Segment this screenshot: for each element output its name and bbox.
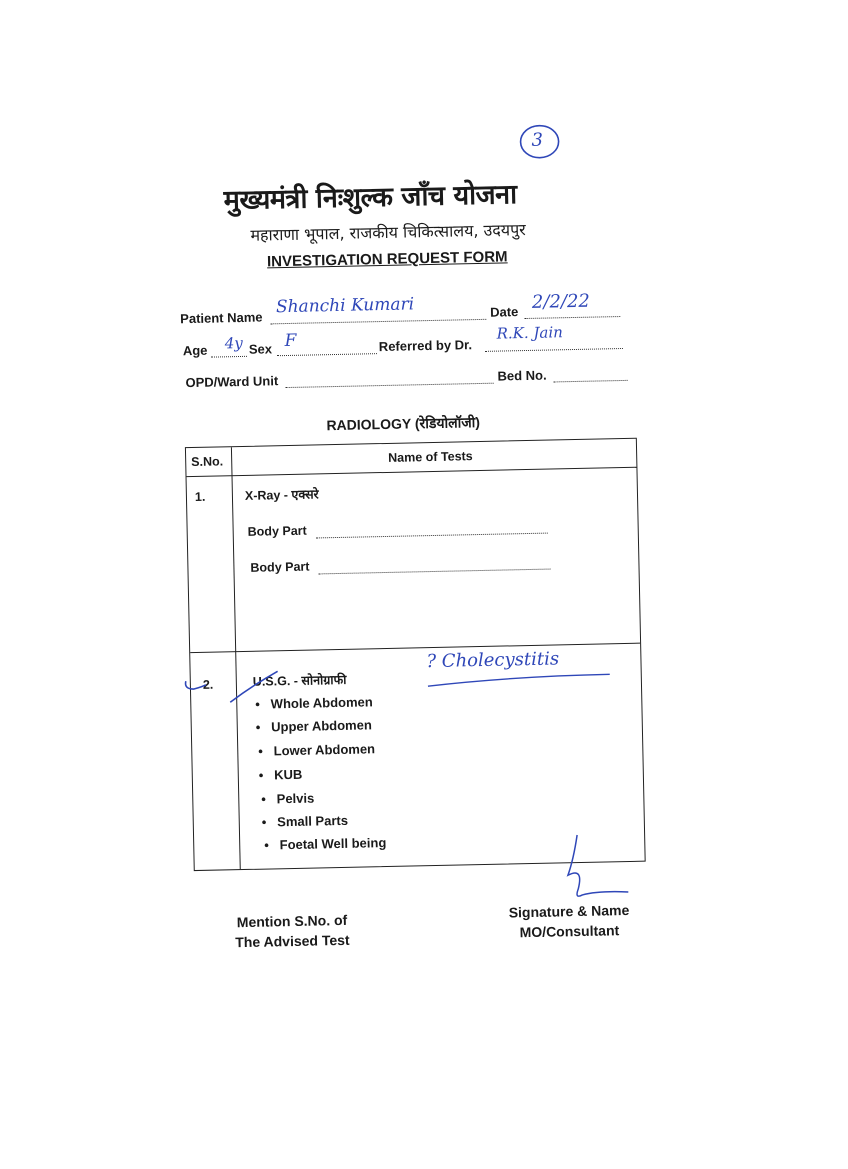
usg-option-kub <box>259 767 303 783</box>
bullet-dot: • <box>258 767 264 783</box>
col-sno-header: S.No. <box>191 454 224 470</box>
tests-table <box>185 438 646 871</box>
bullet-dot: • <box>258 743 264 759</box>
row2-test-name: U.S.G. - सोनोग्राफी <box>252 672 347 689</box>
row1-body-part-2: Body Part <box>250 559 310 575</box>
patient-name-value: Shanchi Kumari <box>275 294 415 318</box>
bullet-dot: • <box>261 791 267 807</box>
form-title: INVESTIGATION REQUEST FORM <box>266 248 508 271</box>
table-row-divider <box>190 643 640 653</box>
row1-body-part-1-dots <box>316 521 548 539</box>
usg-option-label: Foetal Well being <box>279 835 387 853</box>
radiology-section-title: RADIOLOGY (रेडियोलॉजी) <box>326 413 481 434</box>
bullet-dot: • <box>261 814 267 830</box>
col-tests-header: Name of Tests <box>388 449 473 465</box>
usg-option-foetal-well-being <box>264 835 386 853</box>
bed-dots <box>553 368 627 383</box>
bed-label: Bed No. <box>497 367 547 384</box>
signature-line-2: MO/Consultant <box>519 922 620 941</box>
opd-label: OPD/Ward Unit <box>185 373 279 391</box>
bullet-dot: • <box>255 696 261 712</box>
hospital-name: महाराणा भूपाल, राजकीय चिकित्सालय, उदयपुर <box>250 219 526 245</box>
referred-label: Referred by Dr. <box>378 337 473 355</box>
usg-option-label: Small Parts <box>277 812 349 830</box>
usg-option-pelvis <box>261 791 314 807</box>
usg-option-label: Upper Abdomen <box>271 717 372 735</box>
bullet-dot: • <box>255 719 261 735</box>
row1-test-name: X-Ray - एक्सरे <box>244 487 319 503</box>
usg-option-lower-abdomen <box>258 741 375 758</box>
age-label: Age <box>182 342 208 359</box>
bullet-dot: • <box>264 837 269 853</box>
usg-option-label: KUB <box>274 766 303 783</box>
table-col-divider <box>231 447 241 869</box>
date-label: Date <box>489 304 519 320</box>
referred-value: R.K. Jain <box>496 323 563 343</box>
row1-body-part-2-dots <box>318 557 550 575</box>
sex-value: F <box>284 330 297 352</box>
row1-sno: 1. <box>194 489 206 504</box>
usg-option-label: Lower Abdomen <box>273 741 376 759</box>
signature-block <box>509 900 630 943</box>
mention-line-2: The Advised Test <box>235 931 350 951</box>
date-value: 2/2/22 <box>531 290 591 313</box>
table-header-divider <box>187 467 637 477</box>
scheme-title: मुख्यमंत्री निःशुल्क जाँच योजना <box>223 179 517 217</box>
page-marker: 3 <box>531 129 544 151</box>
note-underline-ink <box>424 668 614 692</box>
mention-sno-note <box>235 910 350 952</box>
usg-option-small-parts <box>262 813 349 830</box>
usg-option-label: Pelvis <box>276 790 315 807</box>
opd-dots <box>285 371 493 388</box>
tick-mark-ink <box>181 663 302 716</box>
sex-label: Sex <box>248 341 273 357</box>
usg-option-upper-abdomen <box>256 717 372 734</box>
investigation-form <box>142 107 705 980</box>
row2-sno: 2. <box>202 677 214 692</box>
row2-handwritten-note: ? Cholecystitis <box>426 648 560 673</box>
signature-line-1: Signature & Name <box>508 901 630 921</box>
usg-option-label: Whole Abdomen <box>270 694 373 712</box>
patient-name-label: Patient Name <box>180 309 263 327</box>
signature-ink <box>537 828 649 910</box>
row1-body-part-1: Body Part <box>247 523 307 539</box>
mention-line-1: Mention S.No. of <box>236 911 348 931</box>
age-value: 4y <box>224 333 243 353</box>
